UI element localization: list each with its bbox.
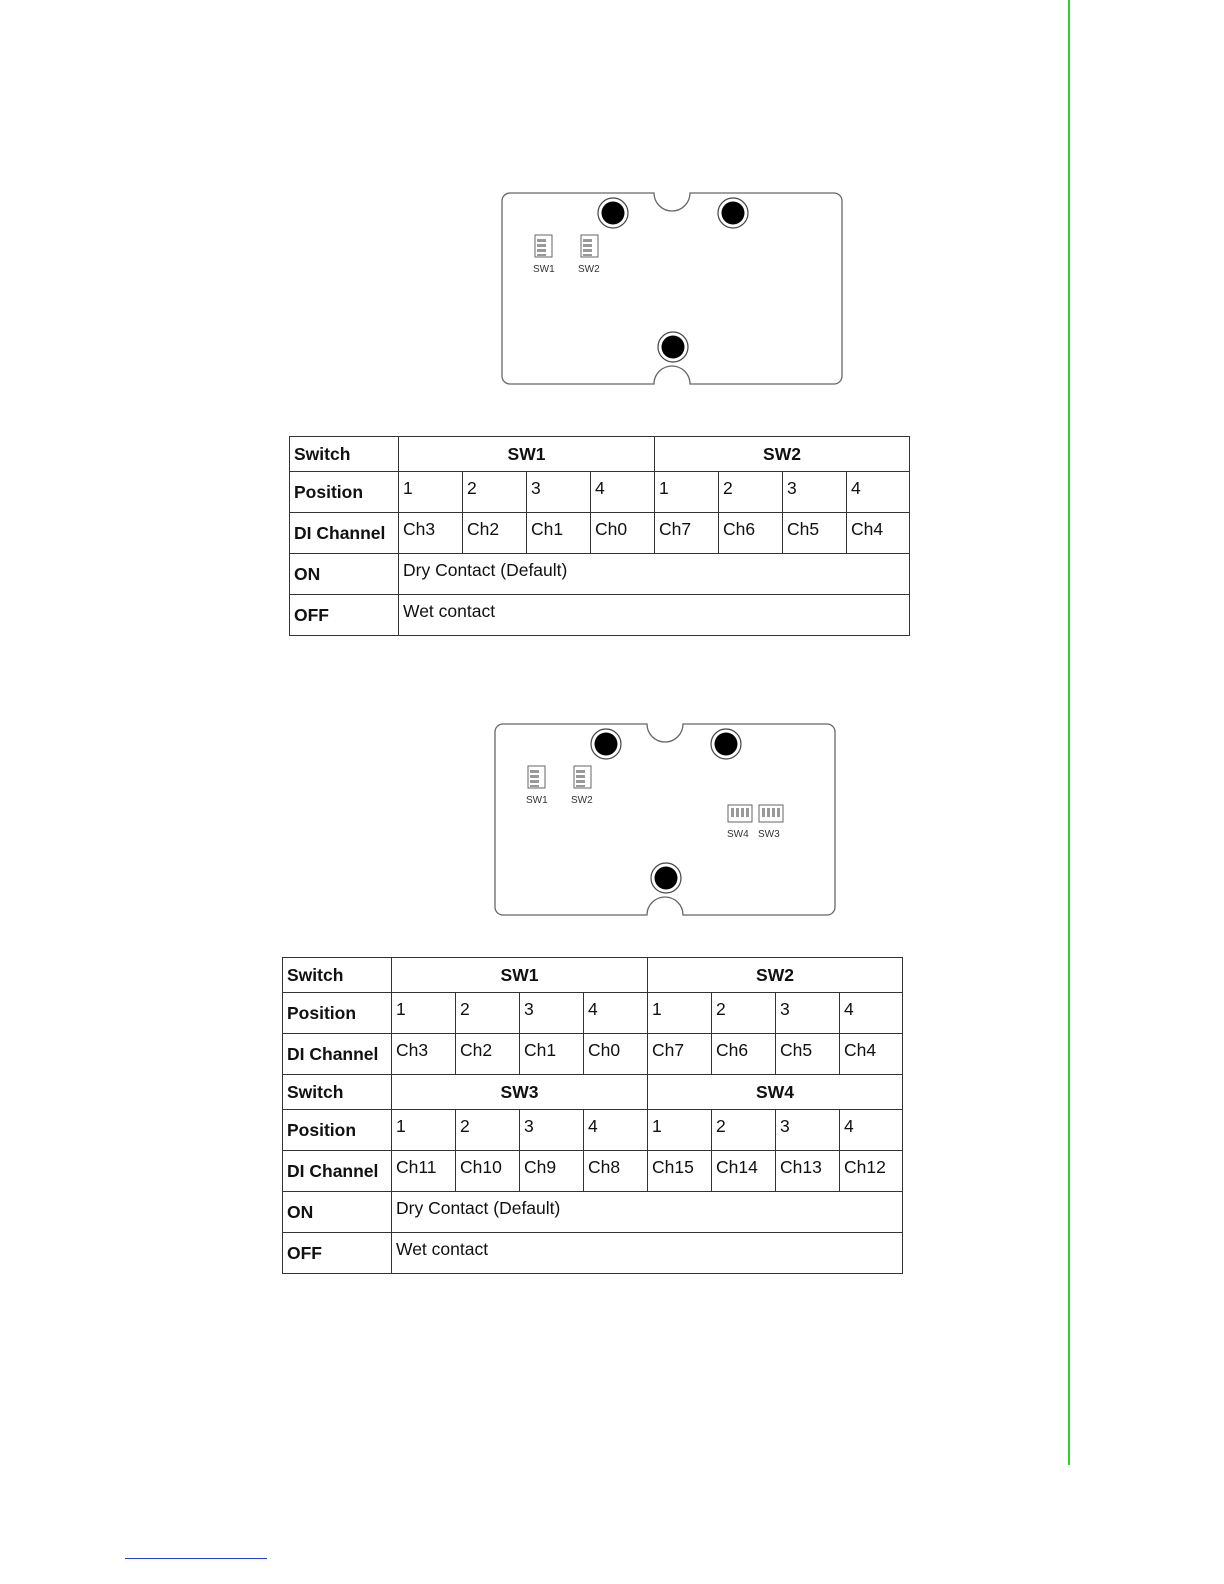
position-cell: 1 [399,472,463,513]
position-cell: 3 [520,993,584,1034]
page-edge-rule [1068,0,1070,1465]
channel-cell: Ch12 [840,1151,903,1192]
switch-table-1 [289,436,910,636]
position-cell: 1 [648,993,712,1034]
group-header: SW4 [648,1075,903,1110]
position-cell: 4 [584,993,648,1034]
mounting-hole [598,198,628,228]
position-cell: 1 [392,993,456,1034]
row-header: OFF [283,1233,392,1274]
mounting-hole [591,729,621,759]
group-header: SW2 [648,958,903,993]
position-cell: 3 [527,472,591,513]
position-cell: 1 [648,1110,712,1151]
position-cell: 3 [776,993,840,1034]
channel-cell: Ch8 [584,1151,648,1192]
position-cell: 2 [456,993,520,1034]
channel-cell: Ch3 [399,513,463,554]
table-row [283,993,903,1034]
position-cell: 2 [712,993,776,1034]
position-cell: 4 [584,1110,648,1151]
dip-switch-icon [581,235,598,257]
row-header: Position [283,1110,392,1151]
channel-cell: Ch0 [584,1034,648,1075]
switch-label: SW3 [758,829,780,840]
channel-cell: Ch6 [712,1034,776,1075]
mounting-hole [711,729,741,759]
channel-cell: Ch13 [776,1151,840,1192]
row-header: Switch [290,437,399,472]
channel-cell: Ch9 [520,1151,584,1192]
channel-cell: Ch15 [648,1151,712,1192]
channel-cell: Ch2 [456,1034,520,1075]
row-header: DI Channel [283,1034,392,1075]
position-cell: 4 [840,1110,903,1151]
position-cell: 3 [783,472,847,513]
channel-cell: Ch4 [847,513,910,554]
table-row [283,1192,903,1233]
switch-label: SW2 [571,795,593,806]
on-value: Dry Contact (Default) [392,1192,903,1233]
group-header: SW1 [392,958,648,993]
position-cell: 3 [520,1110,584,1151]
mounting-hole [651,863,681,893]
group-header: SW2 [655,437,910,472]
table-row [290,554,910,595]
switch-label: SW4 [727,829,749,840]
off-value: Wet contact [399,595,910,636]
position-cell: 4 [840,993,903,1034]
off-value: Wet contact [392,1233,903,1274]
dip-switch-icon [728,805,752,822]
table-row [283,1034,903,1075]
table-row [283,1075,903,1110]
dip-switch-icon [759,805,783,822]
switch-label: SW1 [533,264,555,275]
on-value: Dry Contact (Default) [399,554,910,595]
row-header: OFF [290,595,399,636]
table-row [290,437,910,472]
channel-cell: Ch2 [463,513,527,554]
row-header: Position [283,993,392,1034]
group-header: SW3 [392,1075,648,1110]
table-row [283,958,903,993]
row-header: ON [283,1192,392,1233]
channel-cell: Ch7 [648,1034,712,1075]
mounting-hole [718,198,748,228]
row-header: Switch [283,958,392,993]
board-diagram-2 [493,721,839,919]
position-cell: 2 [719,472,783,513]
position-cell: 2 [463,472,527,513]
switch-table-2 [282,957,903,1274]
row-header: ON [290,554,399,595]
row-header: DI Channel [283,1151,392,1192]
channel-cell: Ch11 [392,1151,456,1192]
channel-cell: Ch1 [520,1034,584,1075]
channel-cell: Ch6 [719,513,783,554]
switch-label: SW1 [526,795,548,806]
position-cell: 1 [392,1110,456,1151]
table-row [283,1151,903,1192]
table-row [283,1110,903,1151]
position-cell: 4 [591,472,655,513]
channel-cell: Ch0 [591,513,655,554]
dip-switch-icon [528,766,545,788]
table-row [290,472,910,513]
channel-cell: Ch4 [840,1034,903,1075]
mounting-hole [658,332,688,362]
table-row [283,1233,903,1274]
table-row [290,513,910,554]
switch-label: SW2 [578,264,600,275]
channel-cell: Ch7 [655,513,719,554]
channel-cell: Ch10 [456,1151,520,1192]
channel-cell: Ch5 [783,513,847,554]
row-header: Position [290,472,399,513]
row-header: Switch [283,1075,392,1110]
footnote-rule [125,1558,267,1559]
dip-switch-icon [535,235,552,257]
position-cell: 2 [456,1110,520,1151]
position-cell: 1 [655,472,719,513]
dip-switch-icon [574,766,591,788]
channel-cell: Ch3 [392,1034,456,1075]
group-header: SW1 [399,437,655,472]
table-row [290,595,910,636]
row-header: DI Channel [290,513,399,554]
channel-cell: Ch1 [527,513,591,554]
channel-cell: Ch14 [712,1151,776,1192]
position-cell: 2 [712,1110,776,1151]
position-cell: 4 [847,472,910,513]
board-diagram-1 [500,190,846,388]
position-cell: 3 [776,1110,840,1151]
channel-cell: Ch5 [776,1034,840,1075]
